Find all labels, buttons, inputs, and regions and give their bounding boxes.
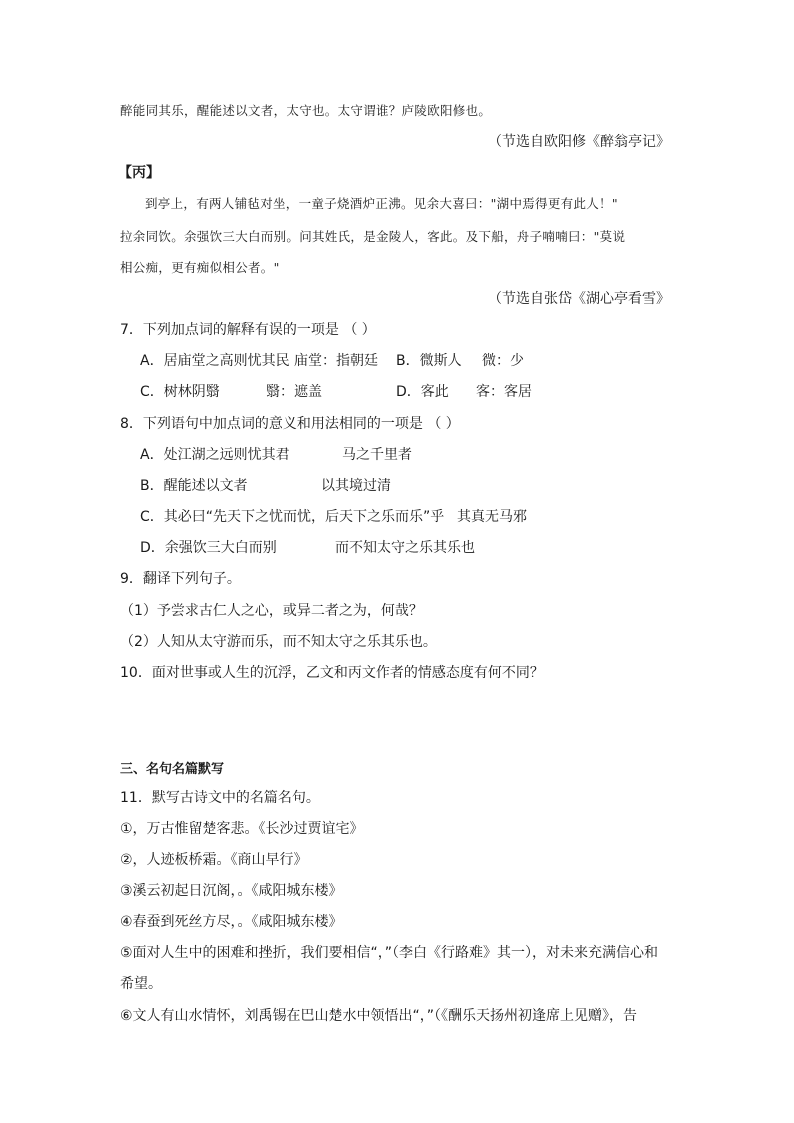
question-7-option-d: D．客此 [396, 384, 449, 400]
question-7-option-c: C．树林阴翳 [140, 384, 220, 400]
passage-bing-source: （节选自张岱《湖心亭看雪》 [488, 291, 670, 307]
question-8-option-d-compare: 而不知太守之乐其乐也 [335, 540, 475, 556]
question-8-stem: 8．下列语句中加点词的意义和用法相同的一项是 （ ） [120, 416, 460, 432]
question-8-option-b-compare: 以其境过清 [321, 478, 391, 494]
recitation-item-1: ①，万古惟留楚客悲。《长沙过贾谊宅》 [120, 821, 364, 837]
recitation-item-5-cont: 希望。 [120, 976, 162, 992]
question-8-option-a-compare: 马之千里者 [342, 447, 412, 463]
recitation-item-6: ⑥文人有山水情怀，刘禹锡在巴山楚水中领悟出“，”（《酬乐天扬州初逢席上见赠》，告 [120, 1008, 638, 1024]
question-7-option-b: B．微斯人 [396, 353, 462, 369]
question-11-stem: 11．默写古诗文中的名篇名句。 [120, 790, 320, 806]
passage-yi-last-line: 醉能同其乐，醒能述以文者，太守也。太守谓谁？庐陵欧阳修也。 [120, 103, 492, 118]
passage-bing-line-2: 拉余同饮。余强饮三大白而别。问其姓氏，是金陵人，客此。及下船，舟子喃喃曰："莫说 [120, 229, 626, 244]
section-3-heading: 三、名句名篇默写 [120, 762, 225, 777]
question-8-option-b: B．醒能述以文者 [140, 478, 248, 494]
question-7-option-c-gloss: 翳：遮盖 [266, 384, 322, 400]
question-7-option-b-gloss: 微：少 [482, 353, 524, 369]
passage-bing-heading: 【丙】 [118, 165, 160, 181]
passage-bing-line-3: 相公痴，更有痴似相公者。" [120, 260, 280, 275]
question-8-option-c-compare: 其真无马邪 [457, 509, 527, 525]
question-8-option-a: A．处江湖之远则忧其君 [140, 447, 290, 463]
recitation-item-3: ③溪云初起日沉阁，。《咸阳城东楼》 [120, 883, 343, 899]
question-9-stem: 9．翻译下列句子。 [120, 571, 241, 587]
question-8-option-c: C．其必曰“先天下之忧而忧，后天下之乐而乐”乎 [140, 509, 445, 525]
passage-bing-line-1: 到亭上，有两人铺毡对坐，一童子烧酒炉正沸。见余大喜曰："湖中焉得更有此人！" [145, 196, 618, 211]
question-9-sentence-1: （1）予尝求古仁人之心，或异二者之为，何哉？ [120, 603, 423, 619]
question-9-sentence-2: （2）人知从太守游而乐，而不知太守之乐其乐也。 [120, 634, 437, 650]
question-10-stem: 10．面对世事或人生的沉浮，乙文和丙文作者的情感态度有何不同？ [120, 665, 544, 681]
question-8-option-d: D．余强饮三大白而别 [140, 540, 277, 556]
question-7-stem: 7．下列加点词的解释有误的一项是 （ ） [120, 322, 376, 338]
recitation-item-5: ⑤面对人生中的困难和挫折，我们要相信“，”（李白《行路难》其一），对未来充满信心和 [120, 945, 659, 961]
question-7-option-d-gloss: 客：客居 [476, 384, 532, 400]
recitation-item-2: ②，人迹板桥霜。《商山早行》 [120, 852, 308, 868]
passage-yi-source: （节选自欧阳修《醉翁亭记》 [488, 134, 670, 150]
recitation-item-4: ④春蚕到死丝方尽，。《咸阳城东楼》 [120, 914, 343, 930]
question-7-option-a: A．居庙堂之高则忧其民 庙堂：指朝廷 [140, 353, 379, 369]
